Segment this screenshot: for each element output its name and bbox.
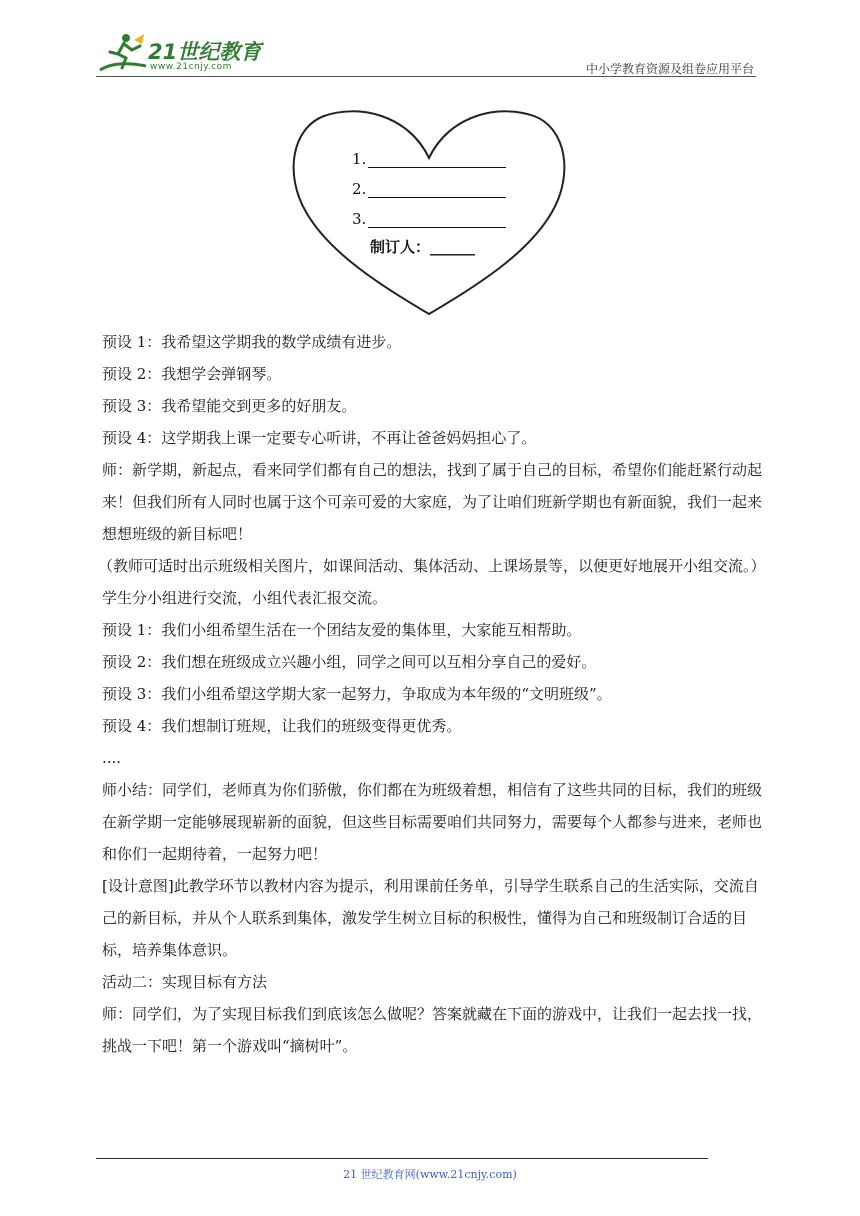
site-logo[interactable]	[96, 30, 266, 76]
paragraph: 预设 1：我们小组希望生活在一个团结友爱的集体里，大家能互相帮助。	[102, 621, 582, 639]
paragraph: 师：新学期，新起点，看来同学们都有自己的想法，找到了属于自己的目标，希望你们能赶紧行动起来！但我们所有人同时也属于这个可亲可爱的大家庭，为了让咱们班新学期也有新面貌，我们一起来想想班级的新目标吧！	[102, 461, 763, 543]
paragraph: 学生分小组进行交流，小组代表汇报交流。	[102, 589, 388, 607]
document-body	[98, 326, 766, 1062]
runner-logo-icon	[96, 30, 152, 76]
paragraph: 预设 4：这学期我上课一定要专心听讲，不再让爸爸妈妈担心了。	[102, 429, 537, 447]
goal-line-2	[368, 197, 506, 198]
signer-label: 制订人：______	[370, 238, 476, 256]
heart-goal-card	[290, 100, 568, 318]
heart-outline-icon	[290, 100, 568, 318]
footer-link[interactable]: 21 世纪教育网(www.21cnjy.com)	[343, 1168, 517, 1181]
paragraph: 预设 4：我们想制订班规，让我们的班级变得更优秀。	[102, 717, 462, 735]
footer-divider	[96, 1158, 708, 1159]
design-intent-paragraph: [设计意图]此教学环节以教材内容为提示，利用课前任务单，引导学生联系自己的生活实际，交流自己的新目标，并从个人联系到集体，激发学生树立目标的积极性，懂得为自己和班级制订合适的目标，培养集体意识。	[102, 877, 759, 959]
activity-heading: 活动二：实现目标有方法	[102, 973, 268, 991]
paragraph: 师小结：同学们，老师真为你们骄傲，你们都在为班级着想，相信有了这些共同的目标，我们的班级在新学期一定能够展现崭新的面貌，但这些目标需要咱们共同努力，需要每个人都参与进来，老师也和你们一起期待着，一起努力吧！	[102, 781, 763, 863]
paragraph: 预设 3：我希望能交到更多的好朋友。	[102, 397, 357, 415]
goal-item-number-1: 1.	[352, 150, 367, 168]
logo-url: www.21cnjy.com	[150, 62, 232, 72]
paragraph: 预设 3：我们小组希望这学期大家一起努力，争取成为本年级的“文明班级”。	[102, 685, 612, 703]
page-header	[96, 30, 756, 78]
goal-line-3	[368, 227, 506, 228]
goal-item-number-2: 2.	[352, 180, 367, 198]
paragraph: 预设 2：我想学会弹钢琴。	[102, 365, 282, 383]
ellipsis: ....	[102, 749, 122, 767]
logo-text: 21世纪教育	[148, 40, 262, 64]
header-divider	[96, 76, 756, 77]
platform-tagline: 中小学教育资源及组卷应用平台	[585, 62, 754, 76]
paragraph: 预设 2：我们想在班级成立兴趣小组，同学之间可以互相分享自己的爱好。	[102, 653, 597, 671]
goal-item-number-3: 3.	[352, 210, 367, 228]
paragraph: （教师可适时出示班级相关图片，如课间活动、集体活动、上课场景等，以便更好地展开小组交流。）	[98, 557, 766, 575]
paragraph: 预设 1：我希望这学期我的数学成绩有进步。	[102, 333, 402, 351]
paragraph: 师：同学们，为了实现目标我们到底该怎么做呢？答案就藏在下面的游戏中，让我们一起去找一找，挑战一下吧！第一个游戏叫“摘树叶”。	[102, 1005, 763, 1055]
goal-line-1	[368, 167, 506, 168]
